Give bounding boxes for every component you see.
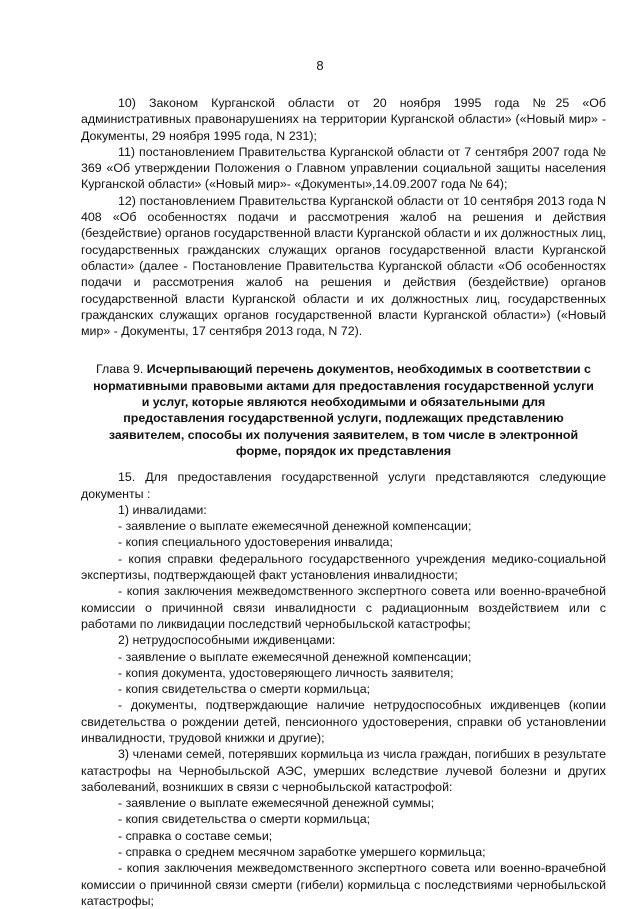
list-item: - копия свидетельства о смерти кормильца; (118, 812, 371, 827)
list-item: - заявление о выплате ежемесячной денежной компенсации; (118, 649, 472, 664)
chapter-title: Исчерпывающий перечень документов, необходимых в соответствии с нормативными правовыми актами для предоставления государственной услуги и услуг, которые являются необходимыми и обязательными для предоставления государственной услуги, подлежащих представлению заявителем, способы их получения заявителем, в том числе в электронной форме, порядок их представления (93, 362, 594, 458)
list-item: - копия специального удостоверения инвалида; (118, 535, 393, 550)
chapter-9-heading (91, 361, 596, 459)
chapter-number: Глава 9. (96, 362, 144, 377)
list-item: - копия свидетельства о смерти кормильца; (118, 682, 371, 697)
list-item: - справка о среднем месячном заработке умершего кормильца; (118, 845, 486, 860)
list-item: - копия заключения межведомственного экспертного совета или военно-врачебной комиссии о причинной связи инвалидности с радиационным воздействием или с работами по ликвидации последствий чернобыльской катастрофы; (81, 584, 606, 631)
list-item: - копия документа, удостоверяющего личность заявителя; (118, 665, 454, 680)
list-item: - документы, подтверждающие наличие нетрудоспособных иждивенцев (копии свидетельства о рождении детей, пенсионного удостоверения, справки об установлении инвалидности, трудовой книжки и другие); (81, 698, 606, 745)
list-item: - копия справки федерального государственного учреждения медико-социальной экспертизы, подтверждающей факт установления инвалидности; (81, 551, 606, 583)
paragraph-resolution-12: 12) постановлением Правительства Курганской области от 10 сентября 2013 года N 408 «Об особенностях подачи и рассмотрения жалоб на решения и действия (бездействие) органов государственной власти Курганской области и их должностных лиц, государственных гражданских служащих органов государственной власти Курганской области» (далее - Постановление Правительства Курганской области «Об особенностях подачи и рассмотрения жалоб на решения и действия (бездействие) органов государственной власти Курганской области и их должностных лиц, государственных гражданских служащих органов государственной власти Курганской области») («Новый мир» - Документы, 17 сентября 2013 года, N 72). (81, 193, 606, 339)
list-heading-dependents: 2) нетрудоспособными иждивенцами: (118, 633, 336, 648)
list-heading-family-members: 3) членами семей, потерявших кормильца из числа граждан, погибших в результате катастрофы на Чернобыльской АЭС, умерших вследствие лучевой болезни и других заболеваний, возникших в связи с чернобыльской катастрофой: (81, 747, 606, 794)
paragraph-resolution-11: 11) постановлением Правительства Курганской области от 7 сентября 2007 года № 369 «Об утверждении Положения о Главном управлении социальной защиты населения Курганской области» («Новый мир»- «Документы»,14.09.2007 года № 64); (81, 144, 606, 192)
list-item: - заявление о выплате ежемесячной денежной компенсации; (118, 519, 472, 534)
paragraph-law-10: 10) Законом Курганской области от 20 ноября 1995 года №25 «Об административных правонарушениях на территории Курганской области» («Новый мир» - Документы, 29 ноября 1995 года, N 231); (81, 96, 606, 143)
paragraph-item-15: 15. Для предоставления государственной услуги представляются следующие документы : (81, 470, 606, 501)
list-item: - заявление о выплате ежемесячной денежной суммы; (118, 796, 435, 811)
page-number: 8 (316, 58, 324, 73)
list-item: - копия заключения межведомственного экспертного совета или военно-врачебной комиссии о причинной связи смерти (гибели) кормильца с последствиями чернобыльской катастрофы; (81, 861, 606, 908)
list-item: - справка о составе семьи; (118, 828, 273, 843)
page-content (81, 95, 606, 909)
list-heading-disabled: 1) инвалидами: (118, 502, 207, 517)
